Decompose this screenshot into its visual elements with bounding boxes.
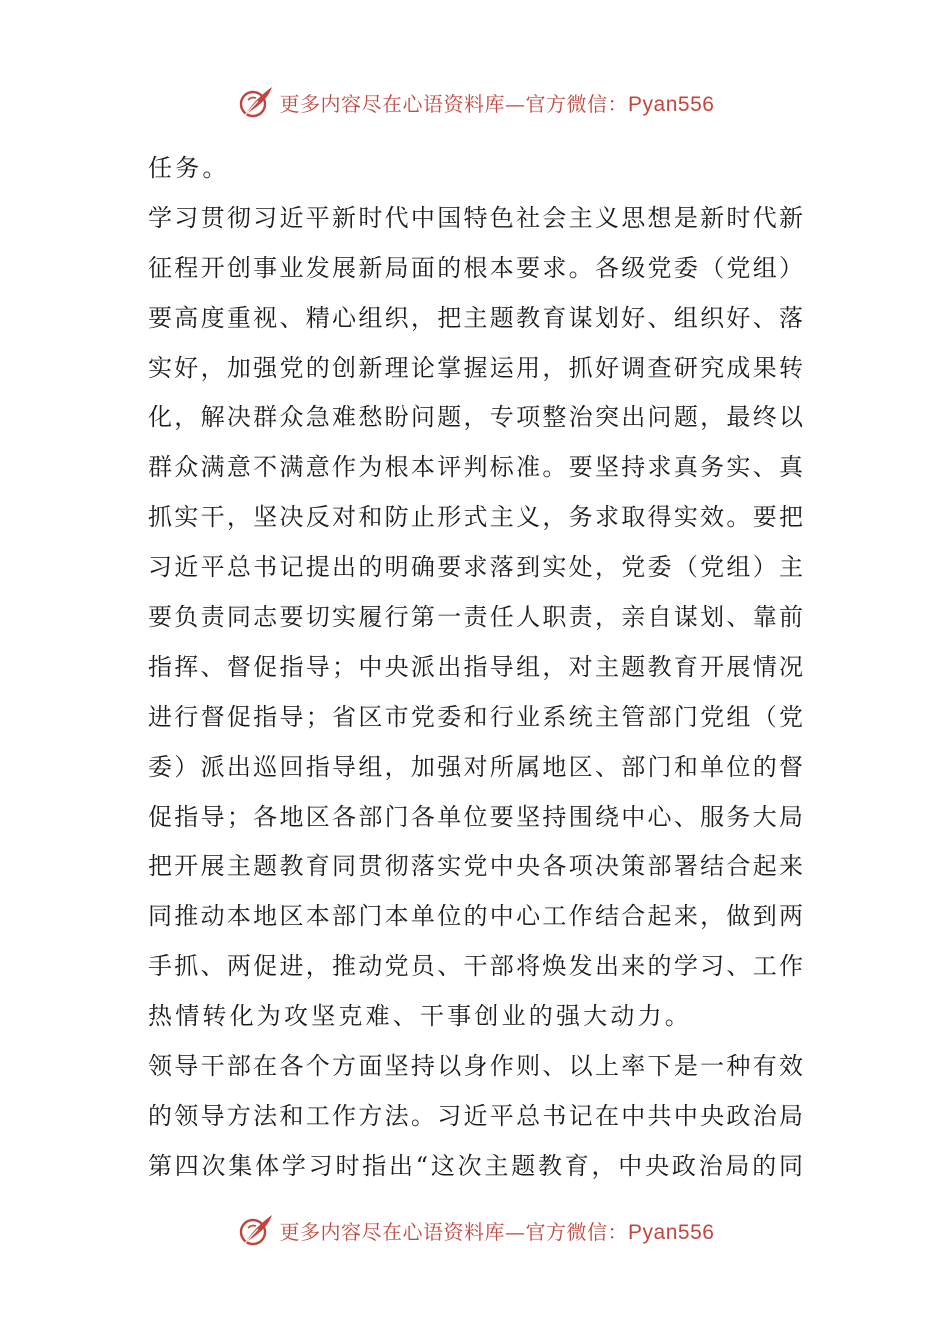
quill-pen-circle-icon bbox=[236, 82, 276, 122]
footer-banner bbox=[0, 1208, 950, 1252]
text-line: 抓实干，坚决反对和防止形式主义，务求取得实效。要把 bbox=[148, 503, 803, 532]
text-line: 促指导；各地区各部门各单位要坚持围绕中心、服务大局 bbox=[148, 802, 803, 831]
text-line: 手抓、两促进，推动党员、干部将焕发出来的学习、工作 bbox=[148, 952, 803, 981]
quill-pen-circle-icon bbox=[236, 1210, 276, 1250]
banner-text: 更多内容尽在心语资料库—官方微信：Pyan556 bbox=[279, 1219, 715, 1244]
text-line: 群众满意不满意作为根本评判标准。要坚持求真务实、真 bbox=[148, 453, 803, 482]
text-line: 领导干部在各个方面坚持以身作则、以上率下是一种有效 bbox=[148, 1052, 803, 1081]
text-line: 同推动本地区本部门本单位的中心工作结合起来，做到两 bbox=[148, 902, 803, 931]
text-line: 第四次集体学习时指出“这次主题教育，中央政治局的同 bbox=[148, 1151, 803, 1180]
document-body bbox=[148, 144, 803, 1192]
text-line: 要高度重视、精心组织，把主题教育谋划好、组织好、落 bbox=[148, 303, 803, 332]
text-line: 指挥、督促指导；中央派出指导组，对主题教育开展情况 bbox=[148, 652, 803, 681]
text-line: 的领导方法和工作方法。习近平总书记在中共中央政治局 bbox=[148, 1101, 803, 1130]
text-line: 征程开创事业发展新局面的根本要求。各级党委（党组） bbox=[148, 253, 803, 282]
banner-wechat-id: Pyan556 bbox=[628, 1220, 715, 1244]
text-line: 把开展主题教育同贯彻落实党中央各项决策部署结合起来 bbox=[148, 852, 803, 881]
text-line: 要负责同志要切实履行第一责任人职责，亲自谋划、靠前 bbox=[148, 603, 803, 632]
text-line: 进行督促指导；省区市党委和行业系统主管部门党组（党 bbox=[148, 702, 803, 731]
banner-text: 更多内容尽在心语资料库—官方微信：Pyan556 bbox=[279, 91, 715, 116]
text-line: 实好，加强党的创新理论掌握运用，抓好调查研究成果转 bbox=[148, 353, 803, 382]
text-line: 习近平总书记提出的明确要求落到实处，党委（党组）主 bbox=[148, 553, 803, 582]
text-line: 化，解决群众急难愁盼问题，专项整治突出问题，最终以 bbox=[148, 403, 803, 432]
text-line: 任务。 bbox=[148, 154, 230, 182]
text-line: 热情转化为攻坚克难、干事创业的强大动力。 bbox=[148, 1002, 692, 1031]
header-banner bbox=[0, 80, 950, 124]
banner-wechat-id: Pyan556 bbox=[628, 92, 715, 116]
text-line: 委）派出巡回指导组，加强对所属地区、部门和单位的督 bbox=[148, 752, 803, 781]
text-line: 学习贯彻习近平新时代中国特色社会主义思想是新时代新 bbox=[148, 203, 803, 232]
